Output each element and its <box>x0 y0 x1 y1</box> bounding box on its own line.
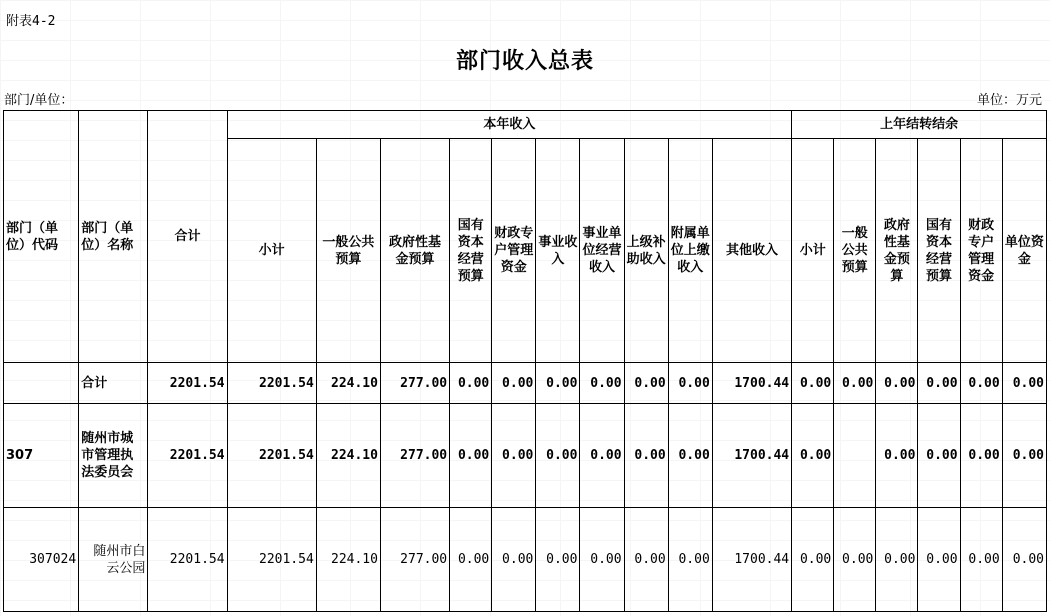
header-current-operating-income[interactable]: 事业单位经营收入 <box>580 139 624 363</box>
cell-value[interactable]: 0.00 <box>876 363 918 404</box>
cell-name[interactable]: 合计 <box>79 363 148 404</box>
header-dept-name[interactable]: 部门（单位）名称 <box>79 111 148 363</box>
cell-code[interactable]: 307 <box>4 404 79 508</box>
cell-value[interactable]: 0.00 <box>492 508 536 612</box>
income-summary-table <box>3 110 1047 612</box>
cell-value[interactable]: 0.00 <box>624 508 668 612</box>
cell-value[interactable]: 0.00 <box>960 363 1002 404</box>
cell-value[interactable]: 0.00 <box>876 404 918 508</box>
header-carry-subtotal[interactable]: 小计 <box>792 139 834 363</box>
cell-total[interactable]: 2201.54 <box>148 404 227 508</box>
table-row <box>4 363 1047 404</box>
header-current-subtotal[interactable]: 小计 <box>227 139 316 363</box>
appendix-label: 附表4-2 <box>6 14 56 29</box>
header-current-other-income[interactable]: 其他收入 <box>712 139 791 363</box>
table-row <box>4 404 1047 508</box>
cell-code[interactable] <box>4 363 79 404</box>
cell-value[interactable]: 0.00 <box>450 508 492 612</box>
cell-value[interactable]: 0.00 <box>580 363 624 404</box>
header-carryover[interactable]: 上年结转结余 <box>792 111 1047 139</box>
cell-value[interactable]: 0.00 <box>918 363 960 404</box>
department-label: 部门/单位： <box>4 93 74 108</box>
cell-value[interactable]: 0.00 <box>668 363 712 404</box>
header-carry-state-capital[interactable]: 国有资本经营预算 <box>918 139 960 363</box>
header-current-subordinate-remit[interactable]: 附属单位上缴收入 <box>668 139 712 363</box>
cell-value[interactable]: 0.00 <box>918 404 960 508</box>
cell-value[interactable]: 0.00 <box>624 404 668 508</box>
cell-value[interactable]: 0.00 <box>792 404 834 508</box>
header-current-superior-subsidy[interactable]: 上级补助收入 <box>624 139 668 363</box>
cell-value[interactable]: 2201.54 <box>227 508 316 612</box>
cell-value[interactable]: 277.00 <box>380 508 449 612</box>
cell-value[interactable]: 224.10 <box>316 508 380 612</box>
cell-value[interactable]: 0.00 <box>668 404 712 508</box>
cell-code[interactable]: 307024 <box>4 508 79 612</box>
cell-value[interactable] <box>834 404 876 508</box>
cell-total[interactable]: 2201.54 <box>148 508 227 612</box>
header-current-special-account[interactable]: 财政专户管理资金 <box>492 139 536 363</box>
header-carry-special-account[interactable]: 财政专户管理资金 <box>960 139 1002 363</box>
cell-value[interactable]: 0.00 <box>450 363 492 404</box>
header-current-state-capital[interactable]: 国有资本经营预算 <box>450 139 492 363</box>
cell-value[interactable]: 0.00 <box>1002 404 1046 508</box>
cell-value[interactable]: 0.00 <box>834 508 876 612</box>
cell-value[interactable]: 0.00 <box>492 404 536 508</box>
cell-value[interactable]: 2201.54 <box>227 363 316 404</box>
header-current-gov-fund[interactable]: 政府性基金预算 <box>380 139 449 363</box>
header-current-general-budget[interactable]: 一般公共预算 <box>316 139 380 363</box>
cell-value[interactable]: 0.00 <box>792 363 834 404</box>
table-row <box>4 508 1047 612</box>
header-dept-code[interactable]: 部门（单位）代码 <box>4 111 79 363</box>
cell-value[interactable]: 0.00 <box>876 508 918 612</box>
cell-value[interactable]: 2201.54 <box>227 404 316 508</box>
cell-value[interactable]: 0.00 <box>834 363 876 404</box>
cell-value[interactable]: 277.00 <box>380 363 449 404</box>
header-carry-gov-fund[interactable]: 政府性基金预算 <box>876 139 918 363</box>
cell-value[interactable]: 0.00 <box>960 404 1002 508</box>
cell-value[interactable]: 224.10 <box>316 404 380 508</box>
cell-value[interactable]: 0.00 <box>792 508 834 612</box>
cell-value[interactable]: 0.00 <box>536 404 580 508</box>
cell-value[interactable]: 0.00 <box>668 508 712 612</box>
unit-label: 单位：万元 <box>976 93 1042 108</box>
cell-value[interactable]: 0.00 <box>580 404 624 508</box>
cell-value[interactable]: 0.00 <box>960 508 1002 612</box>
header-total[interactable]: 合计 <box>148 111 227 363</box>
cell-value[interactable]: 0.00 <box>492 363 536 404</box>
cell-value[interactable]: 0.00 <box>580 508 624 612</box>
header-current-year-income[interactable]: 本年收入 <box>227 111 792 139</box>
cell-value[interactable]: 0.00 <box>1002 363 1046 404</box>
cell-value[interactable]: 0.00 <box>536 508 580 612</box>
header-carry-unit-funds[interactable]: 单位资金 <box>1002 139 1046 363</box>
cell-value[interactable]: 0.00 <box>624 363 668 404</box>
table-title: 部门收入总表 <box>455 49 594 74</box>
cell-value[interactable]: 0.00 <box>1002 508 1046 612</box>
cell-value[interactable]: 0.00 <box>918 508 960 612</box>
cell-total[interactable]: 2201.54 <box>148 363 227 404</box>
cell-value[interactable]: 277.00 <box>380 404 449 508</box>
cell-value[interactable]: 1700.44 <box>712 508 791 612</box>
cell-name[interactable]: 随州市城市管理执法委员会 <box>79 404 148 508</box>
cell-value[interactable]: 0.00 <box>536 363 580 404</box>
header-carry-general-budget[interactable]: 一般公共预算 <box>834 139 876 363</box>
cell-name[interactable]: 随州市白云公园 <box>79 508 148 612</box>
header-current-business-income[interactable]: 事业收入 <box>536 139 580 363</box>
cell-value[interactable]: 224.10 <box>316 363 380 404</box>
cell-value[interactable]: 1700.44 <box>712 363 791 404</box>
cell-value[interactable]: 1700.44 <box>712 404 791 508</box>
cell-value[interactable]: 0.00 <box>450 404 492 508</box>
